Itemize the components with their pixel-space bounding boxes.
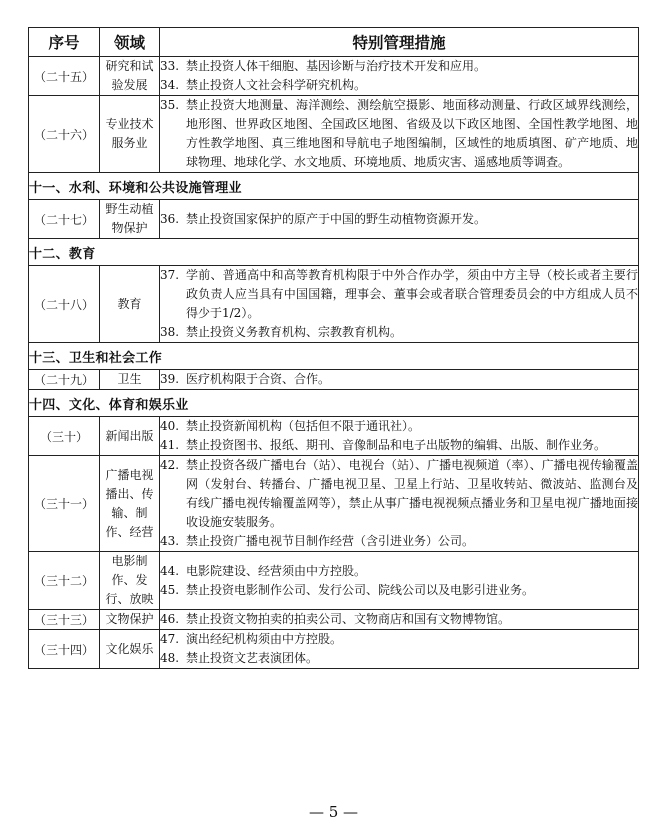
row-field: 研究和试验发展 <box>100 57 160 96</box>
measure-text: 禁止投资人文社会科学研究机构。 <box>186 78 367 92</box>
row-number: （二十八） <box>29 266 100 343</box>
measure-text: 禁止投资大地测量、海洋测绘、测绘航空摄影、地面移动测量、行政区域界线测绘，地形图、世界政区地图、全国政区地图、省级及以下政区地图、全国性教学地图、地方性教学地图、真三维地图和导航电子地图编制，区域性的地质填图、矿产地质、地球物理、地球化学、水文地质、环境地质、地质灾害、遥感地质等调查。 <box>186 98 638 169</box>
header-field: 领域 <box>100 28 160 57</box>
measure-item <box>160 323 638 342</box>
measure-text: 医疗机构限于合资、合作。 <box>186 372 331 386</box>
measure-number: 39. <box>160 372 180 386</box>
row-number: （三十二） <box>29 552 100 610</box>
measure-number: 36. <box>160 211 180 226</box>
measure-number: 38. <box>160 325 180 339</box>
measure-text: 电影院建设、经营须由中方控股。 <box>186 563 367 578</box>
measure-item <box>160 649 638 668</box>
measure-item <box>160 57 638 76</box>
table-header-row <box>29 28 639 57</box>
measure-text: 禁止投资文物拍卖的拍卖公司、文物商店和国有文物博物馆。 <box>186 612 511 626</box>
row-field: 卫生 <box>100 370 160 390</box>
measure-number: 40. <box>160 419 180 433</box>
table-row <box>29 200 639 239</box>
section-heading: 十二、教育 <box>29 239 639 266</box>
table-row <box>29 96 639 173</box>
row-number: （二十七） <box>29 200 100 239</box>
measure-number: 48. <box>160 651 180 665</box>
row-field: 专业技术服务业 <box>100 96 160 173</box>
measure-item <box>160 266 638 323</box>
negative-list-table <box>28 27 639 669</box>
section-row <box>29 239 639 266</box>
row-measures <box>160 96 639 173</box>
row-measures <box>160 370 639 390</box>
measure-text: 学前、普通高中和高等教育机构限于中外合作办学，须由中方主导（校长或者主要行政负责人应当具有中国国籍，理事会、董事会或者联合管理委员会的中方组成人员不得少于1/2）。 <box>186 268 638 320</box>
section-heading: 十三、卫生和社会工作 <box>29 343 639 370</box>
table-body <box>29 57 639 669</box>
header-measures: 特别管理措施 <box>160 28 639 57</box>
measure-item <box>160 610 638 629</box>
section-heading: 十一、水利、环境和公共设施管理业 <box>29 173 639 200</box>
measure-number: 42. <box>160 458 180 472</box>
measure-text: 禁止投资新闻机构（包括但不限于通讯社）。 <box>186 419 421 433</box>
row-field: 新闻出版 <box>100 417 160 456</box>
measure-number: 37. <box>160 268 180 282</box>
row-field: 野生动植物保护 <box>100 200 160 239</box>
section-row <box>29 390 639 417</box>
measure-number: 46. <box>160 612 180 626</box>
row-number: （三十一） <box>29 456 100 552</box>
page-number: — 5 — <box>308 803 359 821</box>
row-field: 电影制作、发行、放映 <box>100 552 160 610</box>
row-number: （二十五） <box>29 57 100 96</box>
measure-text: 演出经纪机构须由中方控股。 <box>186 632 343 646</box>
row-number: （三十） <box>29 417 100 456</box>
row-measures <box>160 417 639 456</box>
measure-item <box>160 630 638 649</box>
measure-item <box>160 532 638 551</box>
measure-item <box>160 417 638 436</box>
table-row <box>29 610 639 630</box>
row-measures <box>160 610 639 630</box>
section-row <box>29 343 639 370</box>
measure-item <box>160 562 638 581</box>
measure-item <box>160 210 638 229</box>
row-measures <box>160 266 639 343</box>
measure-text: 禁止投资文艺表演团体。 <box>186 651 319 665</box>
measure-number: 33. <box>160 59 180 73</box>
row-measures <box>160 57 639 96</box>
measure-text: 禁止投资电影制作公司、发行公司、院线公司以及电影引进业务。 <box>186 582 535 597</box>
measure-text: 禁止投资各级广播电台（站）、电视台（站）、广播电视频道（率）、广播电视传输覆盖网（发射台、转播台、广播电视卫星、卫星上行站、卫星收转站、微波站、监测台及有线广播电视传输覆盖网等），禁止从事广播电视视频点播业务和卫星电视广播地面接收设施安装服务。 <box>186 458 638 529</box>
row-field: 文物保护 <box>100 610 160 630</box>
row-measures <box>160 630 639 669</box>
row-field: 教育 <box>100 266 160 343</box>
measure-item <box>160 96 638 172</box>
header-no: 序号 <box>29 28 100 57</box>
row-number: （二十六） <box>29 96 100 173</box>
table-row <box>29 266 639 343</box>
table-row <box>29 417 639 456</box>
row-number: （三十四） <box>29 630 100 669</box>
measure-text: 禁止投资义务教育机构、宗教教育机构。 <box>186 325 403 339</box>
row-number: （二十九） <box>29 370 100 390</box>
measure-number: 34. <box>160 78 180 92</box>
section-heading: 十四、文化、体育和娱乐业 <box>29 390 639 417</box>
table-row <box>29 552 639 610</box>
measure-item <box>160 76 638 95</box>
measure-text: 禁止投资广播电视节目制作经营（含引进业务）公司。 <box>186 534 475 548</box>
measure-number: 43. <box>160 534 180 548</box>
measure-item <box>160 581 638 600</box>
measure-item <box>160 456 638 532</box>
measure-number: 45. <box>160 582 180 597</box>
measure-item <box>160 370 638 389</box>
measure-number: 44. <box>160 563 180 578</box>
row-measures <box>160 200 639 239</box>
table-row <box>29 57 639 96</box>
row-number: （三十三） <box>29 610 100 630</box>
section-row <box>29 173 639 200</box>
row-measures <box>160 456 639 552</box>
table-row <box>29 456 639 552</box>
measure-text: 禁止投资人体干细胞、基因诊断与治疗技术开发和应用。 <box>186 59 487 73</box>
measure-number: 35. <box>160 98 180 112</box>
measure-text: 禁止投资国家保护的原产于中国的野生动植物资源开发。 <box>186 211 487 226</box>
table-row <box>29 370 639 390</box>
measure-number: 41. <box>160 438 180 452</box>
row-field: 广播电视播出、传输、制作、经营 <box>100 456 160 552</box>
measure-text: 禁止投资图书、报纸、期刊、音像制品和电子出版物的编辑、出版、制作业务。 <box>186 438 607 452</box>
table-row <box>29 630 639 669</box>
row-field: 文化娱乐 <box>100 630 160 669</box>
measure-number: 47. <box>160 632 180 646</box>
measure-item <box>160 436 638 455</box>
row-measures <box>160 552 639 610</box>
